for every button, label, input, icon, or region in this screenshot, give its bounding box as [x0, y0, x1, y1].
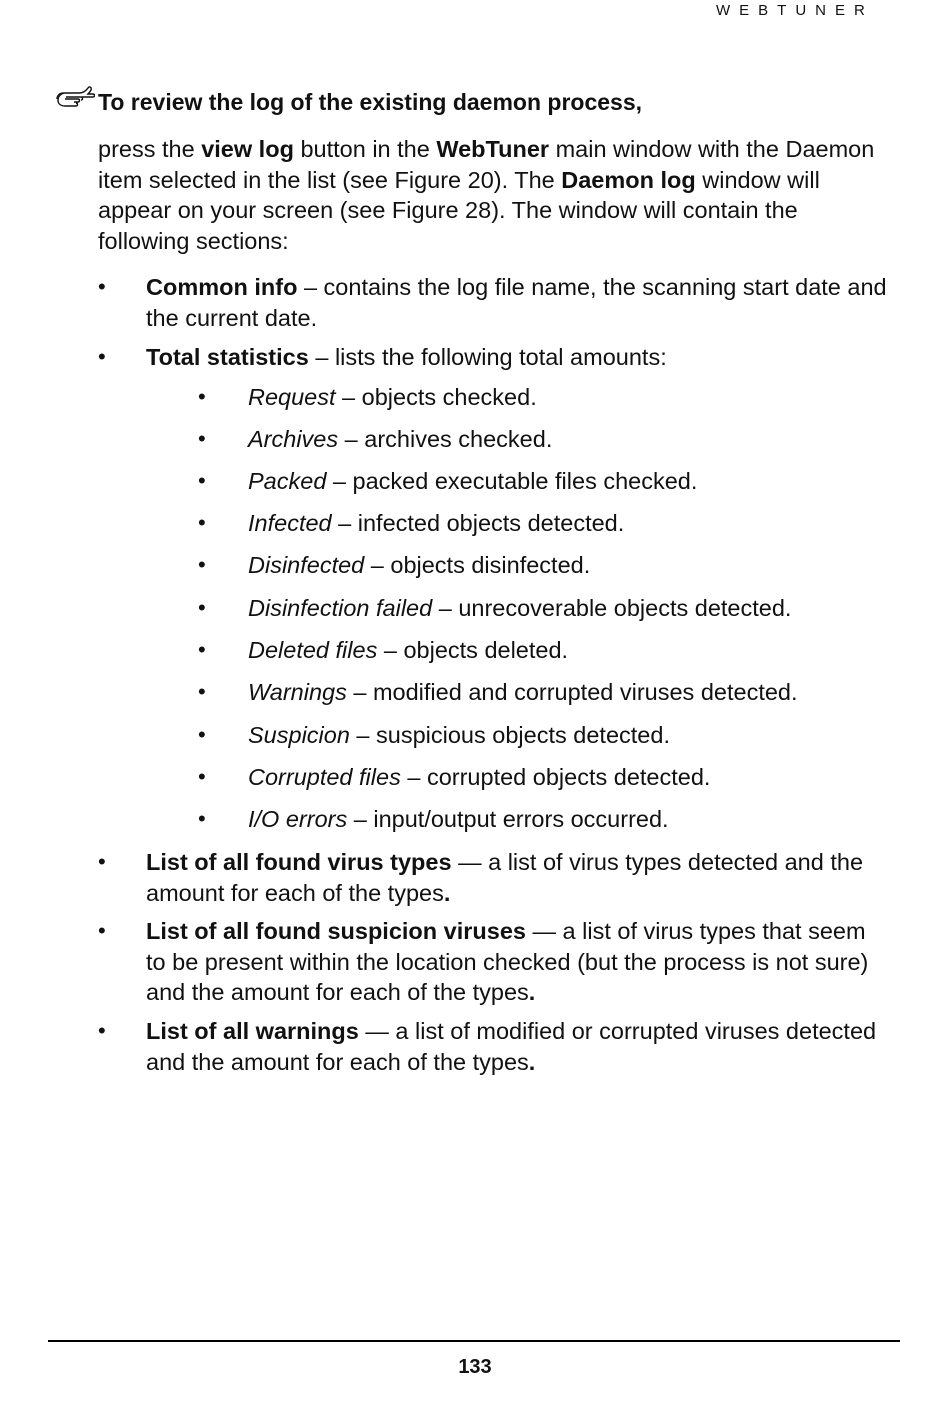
intro-text: main window with the Daemon item selected in the list (see Figure 20). The — [98, 136, 875, 193]
section-desc: — a list of modified or corrupted viruses detected and the amount for each of the types — [146, 1018, 877, 1075]
bullet: • — [198, 552, 206, 577]
statistic-desc: – packed executable files checked. — [326, 468, 698, 494]
page-number: 133 — [458, 1356, 492, 1378]
statistic-desc: – objects checked — [335, 384, 531, 410]
bullet: • — [98, 918, 106, 943]
bullet: • — [98, 1018, 106, 1043]
intro-paragraph — [98, 134, 888, 256]
statistic-term: Disinfection failed — [248, 595, 433, 621]
statistic-desc: – infected objects detected — [331, 510, 618, 536]
bullet: • — [198, 468, 206, 493]
section-end: . — [443, 879, 451, 906]
statistic-desc: – corrupted objects detected — [400, 764, 704, 790]
statistic-desc: – objects disinfected — [364, 552, 584, 578]
statistic-desc: – unrecoverable objects detected — [432, 595, 785, 621]
section-item-suspicion-viruses — [98, 916, 891, 1008]
statistic-term: Suspicion — [248, 722, 350, 748]
bullet: • — [198, 637, 206, 662]
daemon-log-term: Daemon log — [561, 166, 696, 193]
statistic-end: . — [663, 722, 670, 748]
bullet: • — [98, 344, 106, 369]
bullet: • — [98, 274, 106, 299]
statistic-end: . — [545, 426, 553, 452]
statistic-term: Deleted files — [248, 637, 378, 663]
bullet: • — [198, 510, 206, 535]
statistic-item — [198, 677, 888, 708]
bullet: • — [198, 384, 206, 409]
bullet: • — [198, 764, 206, 789]
statistic-term: Packed — [248, 468, 327, 494]
section-item-warnings — [98, 1016, 891, 1077]
statistic-item — [198, 424, 888, 455]
statistic-desc: – suspicious objects detected — [349, 722, 664, 748]
section-desc: – lists the following total amounts: — [308, 344, 667, 370]
statistic-desc: – modified and corrupted viruses detected — [346, 679, 791, 705]
bullet: • — [198, 806, 206, 831]
intro-text: window will appear on your screen (see Figure 28). The window will contain the following sections: — [98, 166, 820, 254]
statistic-term: Archives — [248, 426, 339, 452]
statistic-end: . — [530, 384, 537, 410]
statistic-item — [198, 382, 888, 413]
bullet: • — [198, 426, 206, 451]
section-term: Total statistics — [146, 344, 309, 370]
statistic-end: . — [617, 510, 625, 536]
section-term: List of all warnings — [146, 1018, 359, 1044]
statistic-end: . — [662, 806, 669, 832]
statistic-item — [198, 635, 888, 666]
section-item-common-info — [98, 272, 891, 333]
statistic-item — [198, 593, 888, 624]
section-desc: — a list of virus types that seem to be present within the location checked (but the process is not sure) and the amount for each of the types — [146, 918, 869, 1005]
section-item-virus-types — [98, 847, 891, 908]
running-header-title: WEBTUNER — [716, 2, 874, 19]
bullet: • — [98, 849, 106, 874]
procedure-heading: To review the log of the existing daemon process, — [98, 89, 643, 115]
statistic-term: Warnings — [248, 679, 347, 705]
statistic-term: Corrupted files — [248, 764, 401, 790]
webtuner-term: WebTuner — [436, 136, 550, 162]
footer-rule — [48, 1340, 900, 1342]
statistic-end: . — [784, 595, 792, 621]
statistic-term: I/O errors — [248, 806, 348, 832]
section-end: . — [528, 1048, 536, 1075]
view-log-term: view log — [201, 136, 294, 162]
section-desc: – contains the log file name, the scanning start date and the current date. — [146, 274, 887, 331]
statistic-item — [198, 508, 888, 539]
statistic-item — [198, 720, 888, 751]
statistic-desc: – input/output errors occurred — [347, 806, 663, 832]
statistic-item — [198, 804, 888, 835]
statistic-term: Infected — [248, 510, 332, 536]
bullet: • — [198, 722, 206, 747]
section-end: . — [528, 979, 536, 1005]
section-desc: — a list of virus types detected and the amount for each of the types — [146, 849, 864, 906]
bullet: • — [198, 595, 206, 620]
statistic-desc: – objects deleted. — [377, 637, 569, 663]
section-item-total-statistics — [98, 342, 891, 373]
statistic-end: . — [791, 679, 798, 705]
intro-text: press the — [98, 136, 202, 162]
statistic-term: Request — [248, 384, 336, 410]
bullet: • — [198, 679, 206, 704]
statistic-item — [198, 550, 888, 581]
statistic-desc: – archives checked — [338, 426, 546, 452]
statistic-term: Disinfected — [248, 552, 365, 578]
section-term: List of all found virus types — [146, 849, 452, 875]
statistic-item — [198, 762, 888, 793]
intro-text: button in the — [293, 136, 437, 162]
section-term: List of all found suspicion viruses — [146, 918, 526, 944]
section-term: Common info — [146, 274, 298, 300]
pointing-hand-icon — [55, 84, 95, 110]
statistic-end: . — [583, 552, 591, 578]
statistic-end: . — [703, 764, 711, 790]
statistic-item — [198, 466, 888, 497]
